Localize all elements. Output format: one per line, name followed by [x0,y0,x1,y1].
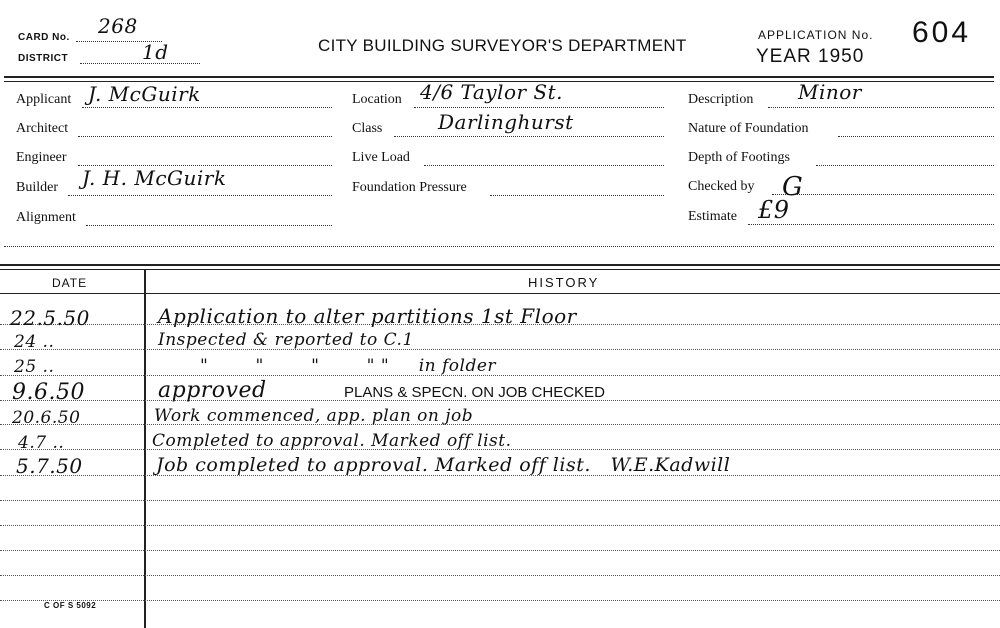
class-label: Class [352,121,383,136]
live-load-label: Live Load [352,150,410,165]
applicant-line [82,107,332,108]
estimate-label: Estimate [688,209,737,224]
row-text: " " " " " in folder [200,356,497,376]
alignment-line [86,225,332,226]
row-line [0,600,1000,601]
header-rule-top [4,76,994,78]
row-date: 9.6.50 [12,380,85,405]
foundation-pressure-line [490,195,664,196]
row-text: Work commenced, app. plan on job [154,406,474,426]
department-title: CITY BUILDING SURVEYOR'S DEPARTMENT [318,36,687,55]
row-date: 22.5.50 [10,306,90,330]
application-no-value: 604 [912,16,972,49]
row-line [0,550,1000,551]
row-text: Completed to approval. Marked off list. [152,431,512,451]
row-line [0,525,1000,526]
card-no-label: CARD No. [18,32,70,43]
foundation-pressure-label: Foundation Pressure [352,180,467,195]
row-line [0,375,1000,376]
applicant-label: Applicant [16,92,72,107]
row-text: approved [158,378,267,403]
builder-label: Builder [16,180,58,195]
form-code: C OF S 5092 [44,601,97,610]
architect-line [78,136,332,137]
district-line [80,62,200,64]
nature-of-foundation-label: Nature of Foundation [688,121,809,136]
district-value: 1d [142,40,169,64]
architect-label: Architect [16,121,69,136]
row-line [0,575,1000,576]
district-label: DISTRICT [18,53,69,64]
row-date: 24 .. [14,332,55,352]
history-rule-second [0,269,1000,270]
class-line [394,136,664,137]
checked-by-label: Checked by [688,179,755,194]
builder-line [68,195,332,196]
depth-of-footings-label: Depth of Footings [688,150,790,165]
builder-value: J. H. McGuirk [82,166,227,190]
description-value: Minor [798,80,862,104]
year-label: YEAR 1950 [756,46,865,67]
card-no-value: 268 [98,14,138,38]
row-text: Inspected & reported to C.1 [158,330,414,350]
depth-of-footings-line [816,165,994,166]
estimate-line [748,224,994,225]
location-value: 4/6 Taylor St. [420,80,564,104]
alignment-label: Alignment [16,210,76,225]
description-line [768,107,994,108]
applicant-value: J. McGuirk [88,82,201,106]
live-load-line [424,165,664,166]
description-label: Description [688,92,754,107]
date-header: DATE [52,276,88,290]
row-line [0,500,1000,501]
row-text: Application to alter partitions 1st Floor [158,304,577,328]
row-text: Job completed to approval. Marked off list. W.E.Kadwill [156,454,731,476]
row-stamp: PLANS & SPECN. ON JOB CHECKED [344,384,605,401]
location-line [414,107,664,108]
row-date: 20.6.50 [12,408,81,428]
history-table [0,294,1000,628]
checked-by-value: G [782,172,804,202]
application-no-label: APPLICATION No. [758,28,874,42]
history-rule-top [0,264,1000,266]
details-bottom-line [4,246,994,247]
row-line [0,424,1000,425]
row-date: 25 .. [14,357,55,377]
history-header: HISTORY [528,275,600,290]
row-date: 4.7 .. [18,433,65,453]
location-label: Location [352,92,402,107]
row-line [0,349,1000,350]
class-value: Darlinghurst [438,110,574,134]
estimate-value: £9 [758,196,790,224]
engineer-label: Engineer [16,150,67,165]
nature-of-foundation-line [838,136,994,137]
row-date: 5.7.50 [16,454,83,478]
checked-by-line [772,194,994,195]
